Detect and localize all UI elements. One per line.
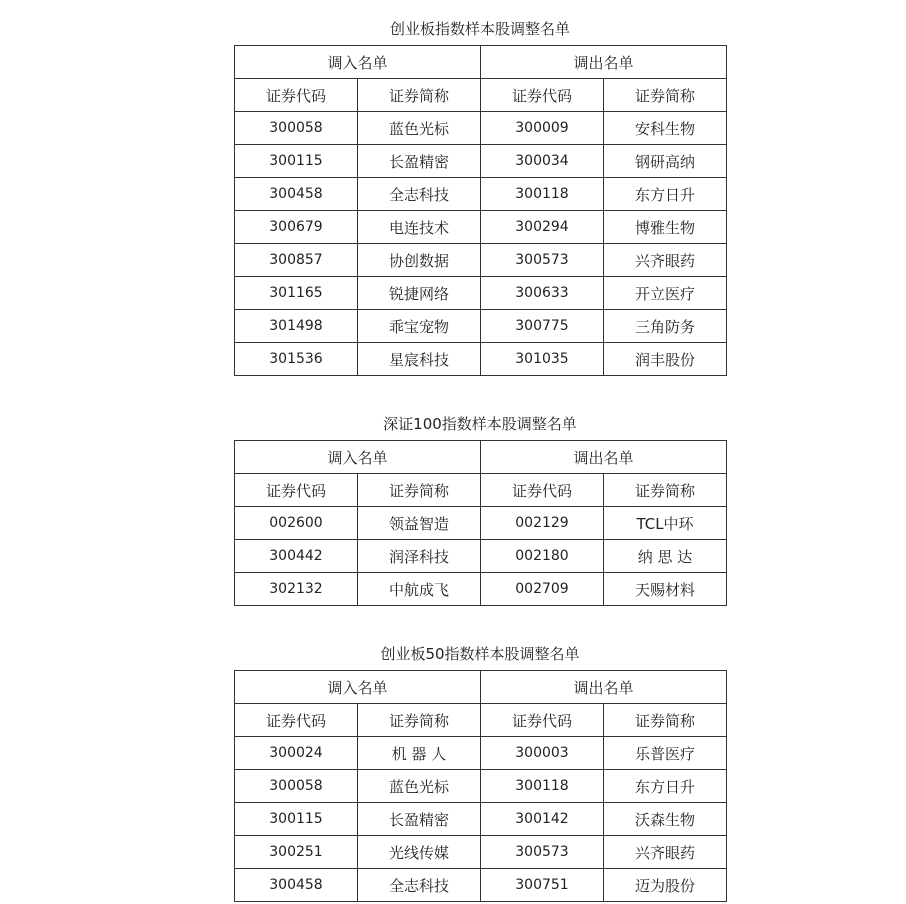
table-row [235, 507, 727, 540]
out-name-cell: TCL中环 [604, 507, 727, 540]
in-list-header: 调入名单 [235, 671, 481, 704]
out-name-cell: 润丰股份 [604, 343, 727, 376]
in-code-cell: 301536 [235, 343, 358, 376]
out-name-header: 证券简称 [604, 474, 727, 507]
in-name-cell: 电连技术 [358, 211, 481, 244]
group-header-row [235, 671, 727, 704]
group-header-row [235, 46, 727, 79]
section-title: 创业板指数样本股调整名单 [389, 20, 570, 38]
out-list-header: 调出名单 [481, 46, 727, 79]
in-name-cell: 长盈精密 [358, 145, 481, 178]
in-code-cell: 300857 [235, 244, 358, 277]
column-header-row [235, 704, 727, 737]
out-name-cell: 开立医疗 [604, 277, 727, 310]
in-list-header: 调入名单 [235, 441, 481, 474]
out-name-cell: 乐普医疗 [604, 737, 727, 770]
in-name-cell: 机 器 人 [358, 737, 481, 770]
in-code-cell: 300679 [235, 211, 358, 244]
table-row [235, 573, 727, 606]
adjustment-table [234, 45, 727, 376]
out-code-header: 证券代码 [481, 474, 604, 507]
out-code-cell: 300142 [481, 803, 604, 836]
in-name-header: 证券简称 [358, 704, 481, 737]
in-code-cell: 300458 [235, 869, 358, 902]
in-name-header: 证券简称 [358, 79, 481, 112]
out-name-cell: 兴齐眼药 [604, 244, 727, 277]
chinext-index-section [234, 19, 726, 376]
group-header-row [235, 441, 727, 474]
table-row [235, 178, 727, 211]
in-name-cell: 长盈精密 [358, 803, 481, 836]
out-code-cell: 300118 [481, 178, 604, 211]
in-code-cell: 300251 [235, 836, 358, 869]
in-name-cell: 蓝色光标 [358, 770, 481, 803]
in-name-cell: 全志科技 [358, 178, 481, 211]
in-name-cell: 全志科技 [358, 869, 481, 902]
table-row [235, 145, 727, 178]
out-name-cell: 东方日升 [604, 770, 727, 803]
in-code-cell: 301165 [235, 277, 358, 310]
table-row [235, 211, 727, 244]
out-code-cell: 300009 [481, 112, 604, 145]
out-name-header: 证券简称 [604, 79, 727, 112]
out-name-cell: 博雅生物 [604, 211, 727, 244]
out-code-cell: 002129 [481, 507, 604, 540]
out-code-cell: 300034 [481, 145, 604, 178]
adjustment-table [234, 440, 727, 606]
out-code-cell: 300003 [481, 737, 604, 770]
in-name-cell: 锐捷网络 [358, 277, 481, 310]
out-name-cell: 三角防务 [604, 310, 727, 343]
out-code-cell: 300751 [481, 869, 604, 902]
out-code-header: 证券代码 [481, 79, 604, 112]
column-header-row [235, 79, 727, 112]
adjustment-table [234, 670, 727, 902]
out-name-cell: 纳 思 达 [604, 540, 727, 573]
table-row [235, 836, 727, 869]
out-code-cell: 300118 [481, 770, 604, 803]
table-row [235, 770, 727, 803]
out-code-cell: 002709 [481, 573, 604, 606]
in-code-header: 证券代码 [235, 704, 358, 737]
in-code-cell: 301498 [235, 310, 358, 343]
in-name-header: 证券简称 [358, 474, 481, 507]
out-name-cell: 迈为股份 [604, 869, 727, 902]
in-code-cell: 300442 [235, 540, 358, 573]
table-row [235, 277, 727, 310]
in-code-header: 证券代码 [235, 474, 358, 507]
table-row [235, 112, 727, 145]
in-code-cell: 302132 [235, 573, 358, 606]
table-row [235, 803, 727, 836]
in-name-cell: 润泽科技 [358, 540, 481, 573]
section-title: 深证100指数样本股调整名单 [383, 415, 577, 433]
out-name-cell: 天赐材料 [604, 573, 727, 606]
in-name-cell: 协创数据 [358, 244, 481, 277]
table-body [235, 507, 727, 606]
in-name-cell: 星宸科技 [358, 343, 481, 376]
out-list-header: 调出名单 [481, 441, 727, 474]
in-code-cell: 300115 [235, 145, 358, 178]
in-code-cell: 300458 [235, 178, 358, 211]
section-title: 创业板50指数样本股调整名单 [380, 645, 580, 663]
out-code-cell: 300294 [481, 211, 604, 244]
chinext50-index-section [234, 644, 726, 902]
out-name-header: 证券简称 [604, 704, 727, 737]
in-code-cell: 300115 [235, 803, 358, 836]
table-row [235, 540, 727, 573]
in-name-cell: 光线传媒 [358, 836, 481, 869]
table-body [235, 112, 727, 376]
out-name-cell: 沃森生物 [604, 803, 727, 836]
out-name-cell: 钢研高纳 [604, 145, 727, 178]
in-code-cell: 300058 [235, 770, 358, 803]
table-row [235, 737, 727, 770]
out-code-cell: 300573 [481, 836, 604, 869]
column-header-row [235, 474, 727, 507]
table-row [235, 310, 727, 343]
out-code-cell: 301035 [481, 343, 604, 376]
in-name-cell: 中航成飞 [358, 573, 481, 606]
table-row [235, 244, 727, 277]
in-code-cell: 300058 [235, 112, 358, 145]
out-code-cell: 002180 [481, 540, 604, 573]
out-name-cell: 东方日升 [604, 178, 727, 211]
out-code-header: 证券代码 [481, 704, 604, 737]
out-list-header: 调出名单 [481, 671, 727, 704]
in-list-header: 调入名单 [235, 46, 481, 79]
table-row [235, 343, 727, 376]
in-code-header: 证券代码 [235, 79, 358, 112]
out-name-cell: 安科生物 [604, 112, 727, 145]
in-name-cell: 领益智造 [358, 507, 481, 540]
table-row [235, 869, 727, 902]
out-code-cell: 300775 [481, 310, 604, 343]
in-code-cell: 300024 [235, 737, 358, 770]
szse100-index-section [234, 414, 726, 606]
out-code-cell: 300573 [481, 244, 604, 277]
in-code-cell: 002600 [235, 507, 358, 540]
out-name-cell: 兴齐眼药 [604, 836, 727, 869]
out-code-cell: 300633 [481, 277, 604, 310]
in-name-cell: 乖宝宠物 [358, 310, 481, 343]
table-body [235, 737, 727, 902]
in-name-cell: 蓝色光标 [358, 112, 481, 145]
